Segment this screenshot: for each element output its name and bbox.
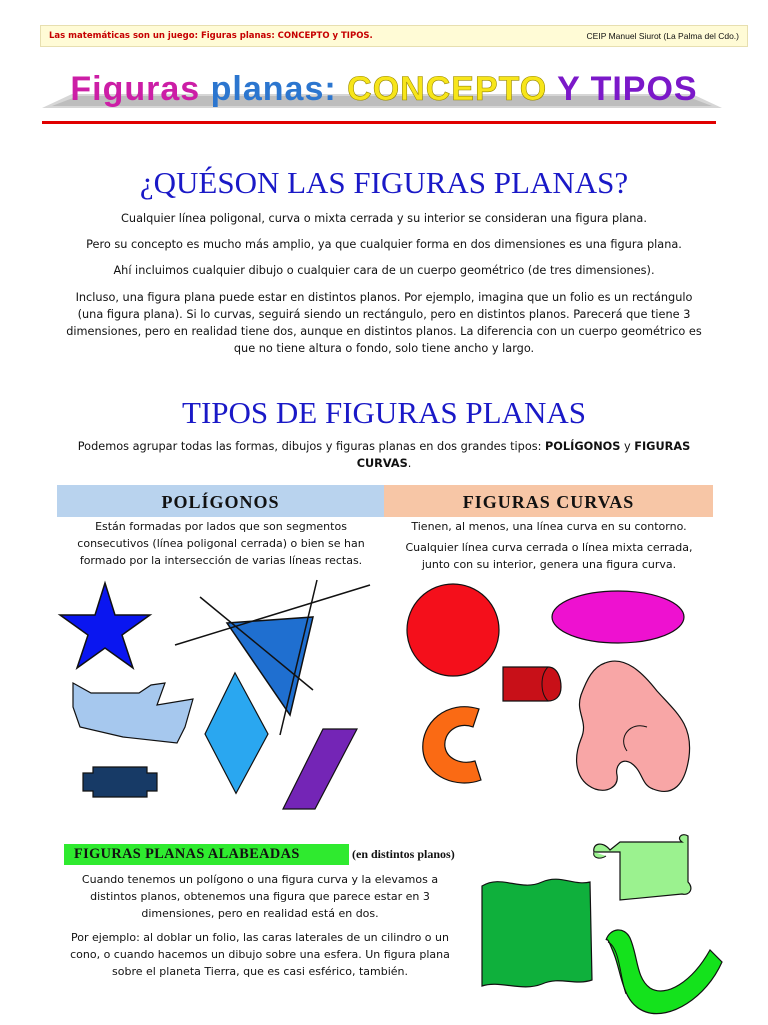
section2-intro-e: . (407, 457, 412, 470)
c-shape (423, 707, 481, 783)
section1-p1: Cualquier línea poligonal, curva o mixta cerrada y su interior se consideran una figura plana. (121, 212, 647, 225)
title-part-1: Figuras (70, 70, 201, 108)
scroll-curl-1 (594, 852, 606, 858)
half-cylinder-shape (503, 667, 561, 701)
blob-shape (577, 661, 690, 791)
alabeadas-label: FIGURAS PLANAS ALABEADAS (74, 846, 300, 862)
header-right-text: CEIP Manuel Siurot (La Palma del Cdo.) (586, 31, 739, 41)
header-bar (40, 25, 748, 47)
curvas-title: FIGURAS CURVAS (462, 492, 635, 512)
section2-intro-c: y (620, 440, 635, 453)
alabeadas-p1: Cuando tenemos un polígono o una figura curva y la elevamos a distintos planos, obtenemos una figura que parece estar en 3 dimensiones, pero en realidad está en dos. (81, 873, 439, 920)
alabeadas-label-extra: (en distintos planos) (352, 847, 455, 861)
section2-heading: TIPOS DE FIGURAS PLANAS (182, 395, 586, 430)
poligonos-text: Están formadas por lados que son segmentos consecutivos (línea poligonal cerrada) o bien se han formado por la intersección de varias líneas rectas. (77, 520, 365, 567)
alabeadas-p2: Por ejemplo: al doblar un folio, las caras laterales de un cilindro o un cono, o cuando hacemos un dibujo sobre una esfera. Un figura plana sobre el planeta Tierra, que es casi esférico, también. (70, 931, 450, 978)
title-part-4: Y TIPOS (557, 70, 698, 108)
section1-p3: Ahí incluimos cualquier dibujo o cualquier cara de un cuerpo geométrico (de tres dimensiones). (113, 264, 655, 277)
cross-shape (83, 767, 157, 797)
section2-intro-b: POLÍGONOS (545, 440, 621, 453)
alabeadas-label-box (64, 844, 349, 865)
section1-p2: Pero su concepto es mucho más amplio, ya que cualquier forma en dos dimensiones es una figura plana. (86, 238, 682, 251)
poligonos-illustration (55, 575, 385, 825)
curvas-illustration (395, 575, 720, 825)
zigzag-shape (73, 683, 193, 743)
star-shape (60, 583, 150, 668)
ellipse-shape (552, 591, 684, 643)
title-part-2: planas: (210, 70, 337, 108)
rhombus-shape (205, 673, 268, 794)
section1-heading: ¿QUÉSON LAS FIGURAS PLANAS? (139, 165, 629, 200)
parallelogram-shape (283, 729, 357, 809)
curvas-text-1: Tienen, al menos, una línea curva en su contorno. (411, 520, 687, 533)
poligonos-title: POLÍGONOS (161, 492, 280, 512)
curvas-text-2: Cualquier línea curva cerrada o línea mixta cerrada, junto con su interior, genera una figura curva. (405, 541, 693, 571)
wavy-rectangle-shape (482, 879, 592, 987)
header-left-text: Las matemáticas son un juego: Figuras planas: CONCEPTO y TIPOS. (49, 31, 373, 41)
section2-intro-d: FIGURAS CURVAS (356, 440, 691, 470)
alabeadas-illustration (470, 830, 725, 1025)
section2-intro-a: Podemos agrupar todas las formas, dibujos y figuras planas en dos grandes tipos: (77, 440, 546, 453)
title-part-3: CONCEPTO (347, 70, 548, 108)
curled-band-shape (606, 930, 722, 1014)
title-underline (42, 121, 716, 124)
section1-p4: Incluso, una figura plana puede estar en distintos planos. Por ejemplo, imagina que un folio es un rectángulo (una figura plana). Si lo curvas, seguirá siendo un rectángulo, pero en distintos planos. Parecerá que tiene 3 dimensiones, pero en realidad tiene dos, aunque en distintos planos. La diferencia con un cuerpo geométrico es que no tiene altura o fondo, solo tiene ancho y largo. (66, 291, 702, 355)
circle-shape (407, 584, 499, 676)
section2-intro (74, 438, 694, 472)
scroll-shape (594, 835, 691, 900)
page-title (0, 70, 768, 109)
